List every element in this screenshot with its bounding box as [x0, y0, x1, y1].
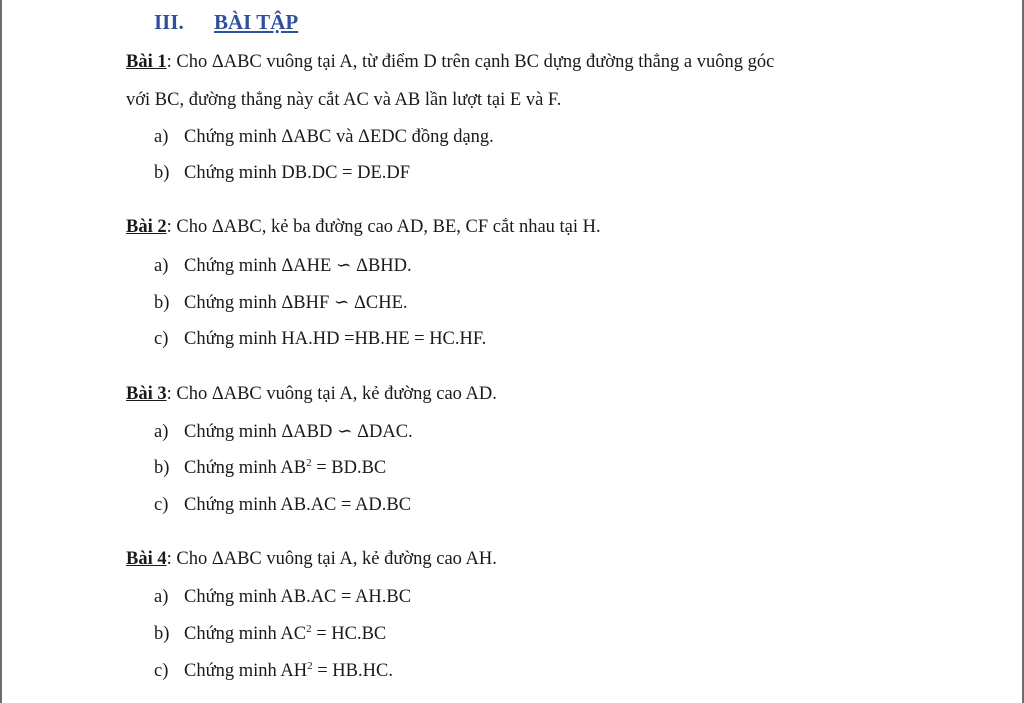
exercise-4-item-c: c) Chứng minh $AH^2 = HB.HC$. — [154, 660, 393, 681]
exercise-3-statement: Bài 3: Cho ΔABC vuông tại A, kẻ đường cao AD. — [126, 384, 497, 404]
exercise-label: Bài 1 — [126, 52, 167, 72]
exercise-1-item-b: b) Chứng minh DB.DC = DE.DF — [154, 163, 411, 183]
exercise-1-item-a: a) Chứng minh ΔABC và ΔEDC đồng dạng. — [154, 127, 494, 147]
exercise-3-item-c: c) Chứng minh AB.AC = AD.BC — [154, 495, 412, 515]
exercise-3-item-a: a) Chứng minh ΔABD ∽ ΔDAC. — [154, 422, 413, 442]
exercise-2-statement: Bài 2: Cho ΔABC, kẻ ba đường cao AD, BE, CF cắt nhau tại H. — [126, 217, 601, 237]
exercise-3-item-b: b) Chứng minh $AB^2 = BD.BC$ — [154, 457, 387, 478]
section-title: BÀI TẬP — [214, 10, 299, 34]
exercise-4-item-a: a) Chứng minh AB.AC = AH.BC — [154, 587, 412, 607]
section-number: III. — [154, 10, 184, 34]
section-heading — [154, 10, 298, 35]
exercise-4-statement: Bài 4: Cho ΔABC vuông tại A, kẻ đường cao AH. — [126, 549, 497, 569]
exercise-4-item-b: b) Chứng minh $AC^2 = HC.BC$ — [154, 623, 387, 644]
exercise-2-item-b: b) Chứng minh ΔBHF ∽ ΔCHE. — [154, 293, 408, 313]
exercise-2-item-a: a) Chứng minh ΔAHE ∽ ΔBHD. — [154, 256, 412, 276]
exercise-1-statement: Bài 1: Cho ΔABC vuông tại A, từ điểm D trên cạnh BC dựng đường thẳng a vuông góc — [126, 52, 775, 72]
exercise-label: Bài 4 — [126, 549, 167, 569]
exercise-1-statement-cont: với BC, đường thẳng này cắt AC và AB lần lượt tại E và F. — [126, 90, 562, 110]
exercise-label: Bài 2 — [126, 217, 167, 237]
exercise-2-item-c: c) Chứng minh HA.HD =HB.HE = HC.HF. — [154, 329, 487, 349]
exercise-label: Bài 3 — [126, 384, 167, 404]
